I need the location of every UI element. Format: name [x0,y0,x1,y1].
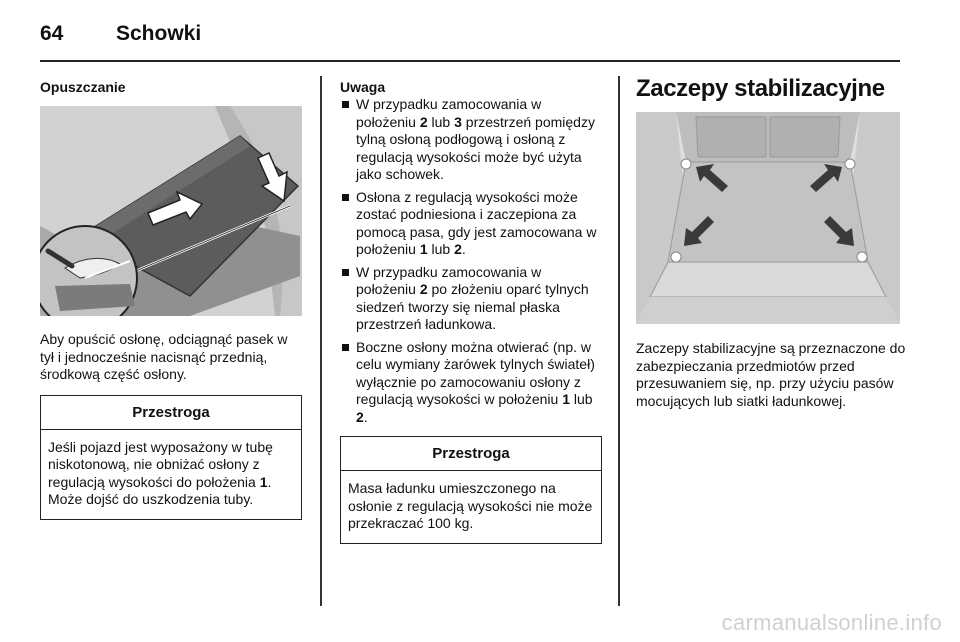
column-notes [340,78,602,544]
column-lowering [40,78,302,520]
note-item [340,96,602,184]
column-divider-1 [320,76,322,606]
column-lashing-eyes [636,74,906,410]
note-list [340,96,602,426]
figure-lashing-eyes [636,112,900,324]
section-heading-lashing-eyes: Zaczepy stabilizacyjne [636,75,885,102]
caution-title: Przestroga [41,396,301,430]
watermark: carmanualsonline.info [721,610,942,635]
note-title: Uwaga [340,79,386,95]
page-number: 64 [40,22,64,45]
caution-title: Przestroga [341,437,601,471]
note-item [340,264,602,334]
lowering-instructions: Aby opuścić osłonę, odciągnąć pasek w tył i jednocześnie nacisnąć przednią, środkową część osłony. [40,331,288,382]
bullet-square-icon [342,269,349,276]
note-text: Boczne osłony można otwierać (np. w celu wymiany żarówek tylnych świateł) wyłącznie po zamocowaniu osłony z regulacją wysokości w położeniu 1 lub 2. [356,338,595,425]
section-title-lowering: Opuszczanie [40,79,126,95]
load-floor-illustration [40,106,302,316]
caution-text: Masa ładunku umieszczonego na osłonie z regulacją wysokości nie może przekraczać 100 kg. [348,480,593,531]
page-title: Schowki [116,22,202,45]
load-compartment-illustration [636,112,900,324]
caution-text: Jeśli pojazd jest wyposażony w tubę niskotonową, nie obniżać osłony z regulacją wysokości do położenia 1. Może dojść do uszkodzenia tuby. [48,438,273,507]
column-divider-2 [618,76,620,606]
note-text: W przypadku zamocowania w położeniu 2 po złożeniu oparć tylnych siedzeń tworzy się niemal płaska przestrzeń ładunkowa. [356,263,589,332]
bullet-square-icon [342,101,349,108]
note-item [340,189,602,259]
note-item [340,339,602,427]
caution-box-load-limit [340,436,602,544]
figure-lowering-cover [40,106,302,316]
note-text: Osłona z regulacją wysokości może zostać podniesiona i zaczepiona za pomocą pasa, gdy jest zamocowana w położeniu 1 lub 2. [356,188,597,257]
caution-box-subwoofer [40,395,302,520]
note-text: W przypadku zamocowania w położeniu 2 lub 3 przestrzeń pomiędzy tylną osłoną podłogową i osłoną z regulacją wysokości może być użyta jako schowek. [356,96,595,182]
lashing-eyes-description: Zaczepy stabilizacyjne są przeznaczone do zabezpieczania przedmiotów przed przesuwaniem się, np. przy użyciu pasów mocujących lub siatki ładunkowej. [636,340,906,409]
page-header [40,18,900,62]
bullet-square-icon [342,194,349,201]
header-rule [40,60,900,62]
bullet-square-icon [342,344,349,351]
